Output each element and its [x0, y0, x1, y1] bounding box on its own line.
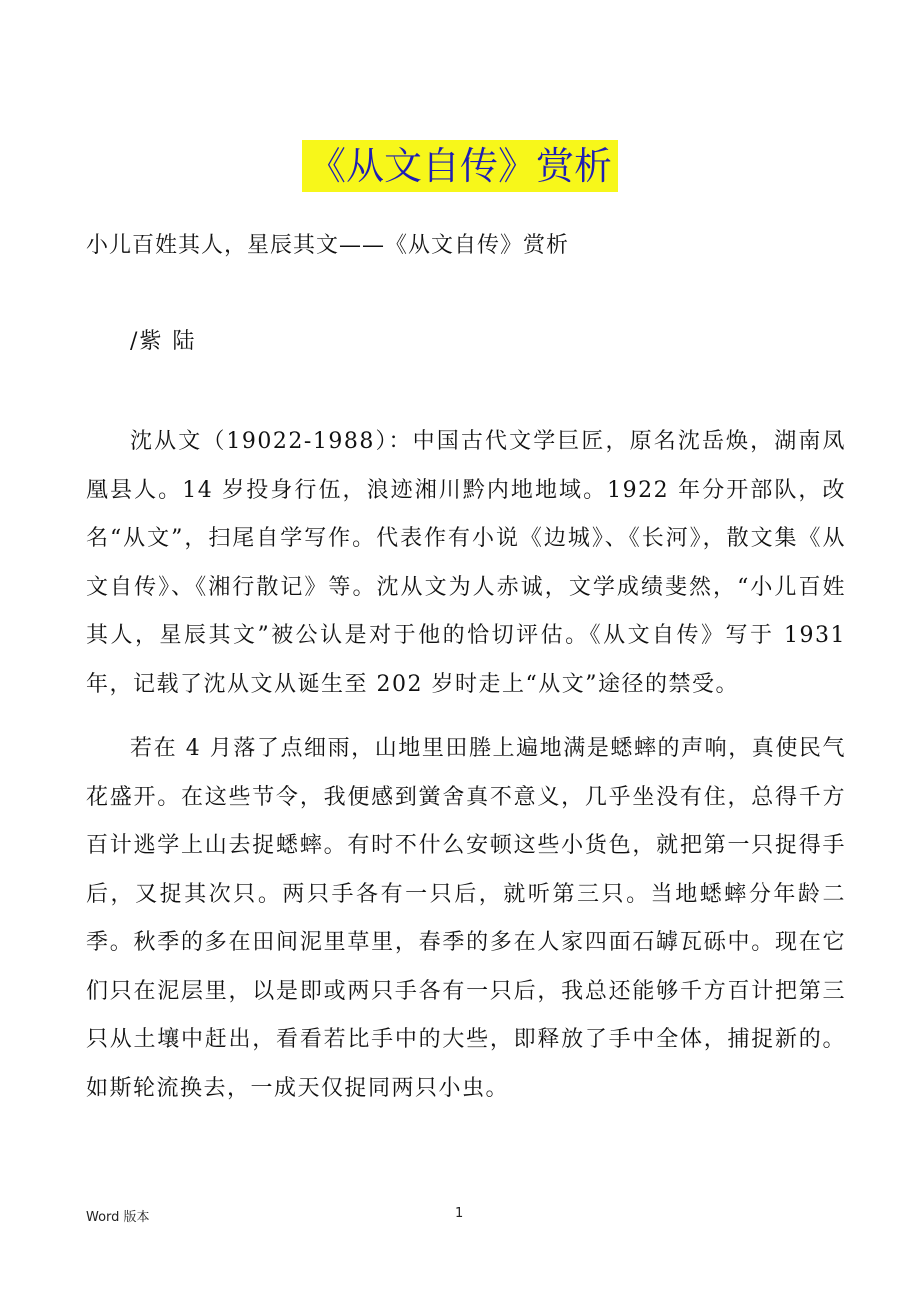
- page-number: 1: [455, 1206, 464, 1221]
- title-container: [0, 140, 920, 192]
- author-line: /紫 陆: [130, 329, 197, 354]
- footer-label: Word 版本: [86, 1210, 150, 1225]
- paragraph-2: 若在 4 月落了点细雨，山地里田塍上遍地满是蟋蟀的声响，真使民气花盛开。在这些节令，我便感到黉舍真不意义，几乎坐没有住，总得千方百计逃学上山去捉蟋蟀。有时不什么安顿这些小货色，就把第一只捉得手后，又捉其次只。两只手各有一只后，就听第三只。当地蟋蟀分年龄二季。秋季的多在田间泥里草里，春季的多在人家四面石罅瓦砾中。现在它们只在泥层里，以是即或两只手各有一只后，我总还能够千方百计把第三只从土壤中赶出，看看若比手中的大些，即释放了手中全体，捕捉新的。如斯轮流换去，一成天仅捉同两只小虫。: [86, 736, 846, 1101]
- document-subtitle: 小儿百姓其人，星辰其文——《从文自传》赏析: [86, 233, 570, 258]
- document-title: 《从文自传》赏析: [302, 140, 618, 192]
- paragraph-1: 沈从文（19022-1988）：中国古代文学巨匠，原名沈岳焕，湖南凤凰县人。14 岁投身行伍，浪迹湘川黔内地地域。1922 年分开部队，改名“从文”，扫尾自学写作。代表作有小说《边城》、《长河》，散文集《从文自传》、《湘行散记》等。沈从文为人赤诚，文学成绩斐然，“小儿百姓其人，星辰其文”被公认是对于他的恰切评估。《从文自传》写于 1931 年，记载了沈从文从诞生至 202 岁时走上“从文”途径的禁受。: [86, 429, 846, 697]
